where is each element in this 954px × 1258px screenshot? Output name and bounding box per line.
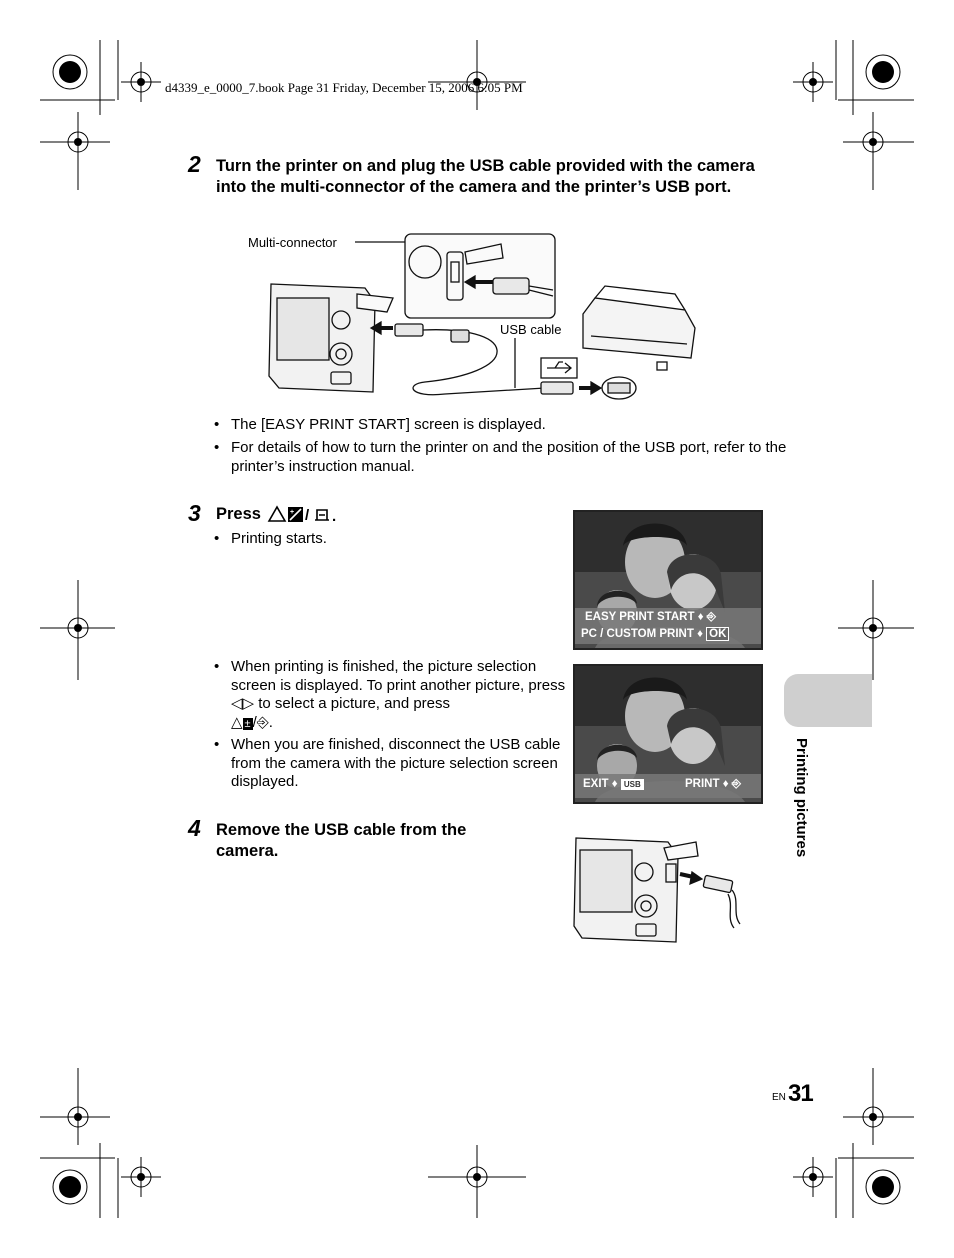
left-right-arrows-icon: ◁▷ — [231, 695, 255, 712]
language-code: EN — [772, 1092, 786, 1103]
arrow-right-icon: ♦ — [722, 778, 729, 790]
print-icon: ⎆ — [706, 611, 716, 623]
press-label: Press — [216, 505, 261, 523]
step-4-number: 4 — [188, 815, 201, 841]
multi-connector-label: Multi-connector — [248, 235, 337, 250]
up-exposure-print-icon: △ ± /⎆ — [231, 713, 269, 731]
chapter-tab — [784, 674, 872, 727]
book-info-line: d4339_e_0000_7.book Page 31 Friday, December 15, 2006 6:05 PM — [165, 80, 523, 95]
svg-text:.: . — [331, 508, 337, 525]
svg-text:/: / — [304, 507, 310, 525]
exit-label: EXIT — [583, 778, 609, 790]
up-exposure-print-icon — [267, 504, 341, 524]
usb-connection-illustration — [265, 232, 705, 407]
step-3-instruction — [216, 504, 546, 525]
easy-print-start-screen — [573, 510, 763, 650]
usb-icon: USB — [621, 779, 644, 790]
pc-custom-print-option: PC / CUSTOM PRINT — [581, 628, 694, 640]
print-icon: ⎆ — [731, 778, 741, 790]
list-item: • For details of how to turn the printer on and the position of the USB port, refer to the printer’s instruction manual. — [214, 439, 787, 475]
step-4-instruction: Remove the USB cable from the camera. — [216, 821, 467, 860]
page-number: 31 — [788, 1080, 813, 1107]
step-3-number: 3 — [188, 500, 201, 526]
step-2-number: 2 — [188, 151, 201, 177]
step-2-instruction: Turn the printer on and plug the USB cable provided with the camera into the multi-connector of the camera and the printer’s USB port. — [216, 157, 755, 196]
svg-text:+: + — [289, 509, 295, 517]
list-item: • When printing is finished, the picture selection screen is displayed. To print another picture, press ◁▷ to select a picture, and press △ ± /⎆. — [214, 658, 566, 731]
chapter-label: Printing pictures — [793, 738, 810, 858]
easy-print-start-option: EASY PRINT START — [585, 611, 695, 623]
arrow-right-icon: ♦ — [611, 778, 618, 790]
print-label: PRINT — [685, 778, 720, 790]
arrow-right-icon: ♦ — [697, 611, 704, 623]
usb-cable-label: USB cable — [500, 322, 562, 337]
remove-usb-illustration — [572, 828, 752, 948]
ok-button-icon: OK — [706, 627, 729, 641]
picture-selection-screen — [573, 664, 763, 804]
list-item: • Printing starts. — [214, 530, 327, 547]
arrow-right-icon: ♦ — [697, 628, 703, 640]
list-item: • The [EASY PRINT START] screen is displayed. — [214, 416, 546, 433]
list-item: • When you are finished, disconnect the USB cable from the camera with the picture selection screen displayed. — [214, 736, 561, 790]
